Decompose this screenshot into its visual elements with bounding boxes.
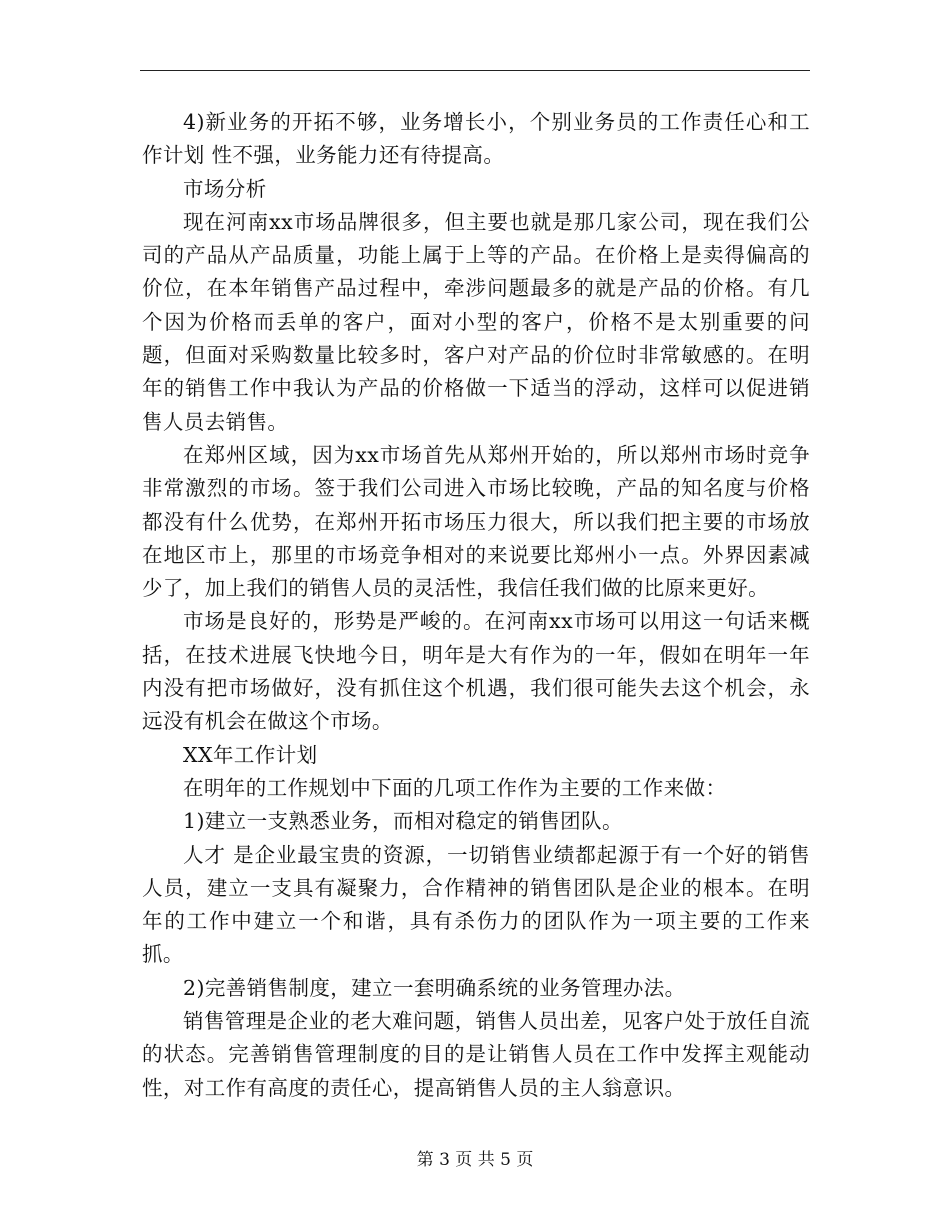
paragraph-sales-management: 销售管理是企业的老大难问题，销售人员出差，见客户处于放任自流的状态。完善销售管理制度的目的是让销售人员在工作中发挥主观能动性，对工作有高度的责任心，提高销售人员的主人翁意识。 xyxy=(142,1009,810,1100)
paragraph-plan-intro: 在明年的工作规划中下面的几项工作作为主要的工作来做： xyxy=(183,775,727,800)
paragraph-new-business-issue: 4)新业务的开拓不够，业务增长小，个别业务员的工作责任心和工作计划 性不强，业务能力还有待提高。 xyxy=(142,110,810,168)
paragraph-zhengzhou-region: 在郑州区域，因为xx市场首先从郑州开始的，所以郑州市场时竞争非常激烈的市场。签于我们公司进入市场比较晚，产品的知名度与价格都没有什么优势，在郑州开拓市场压力很大，所以我们把主要的市场放在地区市上，那里的市场竞争相对的来说要比郑州小一点。外界因素减少了，加上我们的销售人员的灵活性，我信任我们做的比原来更好。 xyxy=(142,442,810,601)
header-rule xyxy=(140,70,810,71)
page-number: 第 3 页 共 5 页 xyxy=(416,1150,534,1170)
document-body xyxy=(142,106,810,1105)
plan-item-1: 1)建立一支熟悉业务，而相对稳定的销售团队。 xyxy=(183,809,623,834)
paragraph-talent: 人才 是企业最宝贵的资源，一切销售业绩都起源于有一个好的销售人员，建立一支具有凝聚力，合作精神的销售团队是企业的根本。在明年的工作中建立一个和谐，具有杀伤力的团队作为一项主要的工作来抓。 xyxy=(142,842,810,967)
paragraph-market-brands: 现在河南xx市场品牌很多，但主要也就是那几家公司，现在我们公司的产品从产品质量，功能上属于上等的产品。在价格上是卖得偏高的价位，在本年销售产品过程中，牵涉问题最多的就是产品的价格。有几个因为价格而丢单的客户，面对小型的客户，价格不是太别重要的问题，但面对采购数量比较多时，客户对产品的价位时非常敏感的。在明年的销售工作中我认为产品的价格做一下适当的浮动，这样可以促进销售人员去销售。 xyxy=(142,209,810,434)
plan-item-2: 2)完善销售制度，建立一套明确系统的业务管理办法。 xyxy=(183,975,686,1000)
paragraph-market-outlook: 市场是良好的，形势是严峻的。在河南xx市场可以用这一句话来概括，在技术进展飞快地今日，明年是大有作为的一年，假如在明年一年内没有把市场做好，没有抓住这个机遇，我们很可能失去这个机会，永远没有机会在做这个市场。 xyxy=(142,609,810,734)
heading-market-analysis: 市场分析 xyxy=(183,176,267,201)
heading-work-plan: XX年工作计划 xyxy=(183,742,318,767)
